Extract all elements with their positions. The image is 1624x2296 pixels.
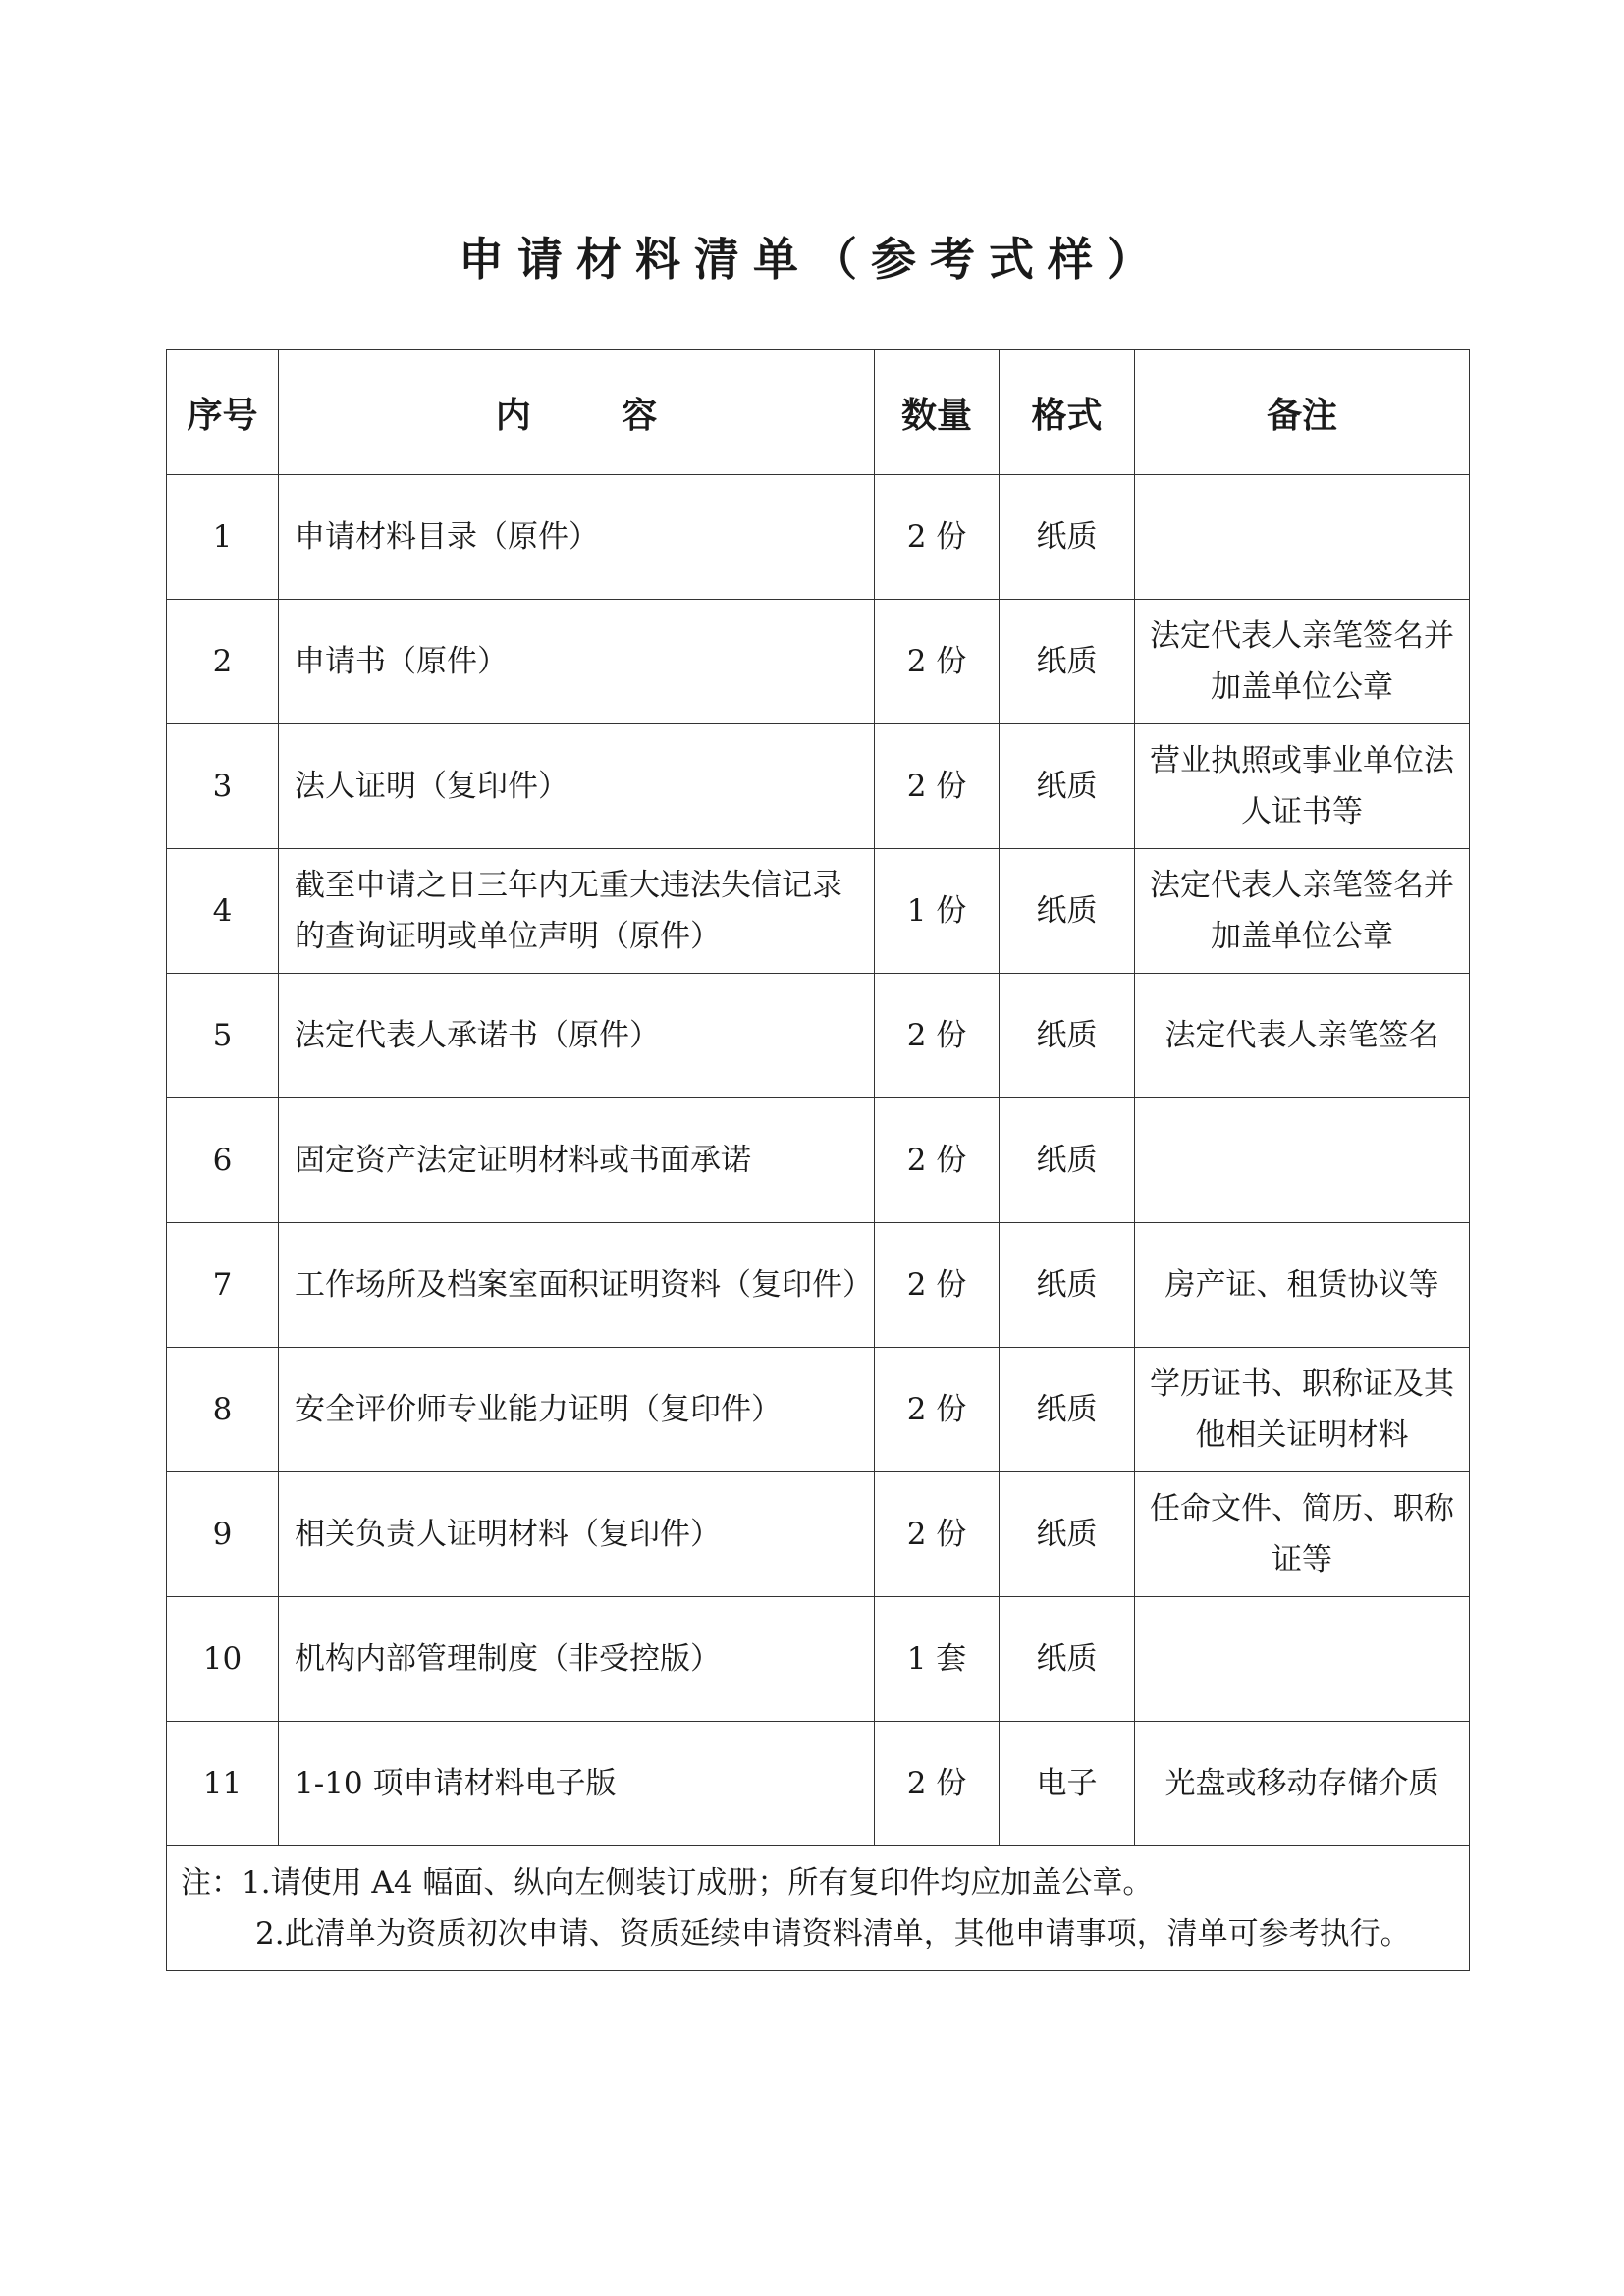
cell-content: 工作场所及档案室面积证明资料（复印件） — [279, 1223, 875, 1348]
cell-num: 10 — [167, 1597, 279, 1722]
cell-num: 7 — [167, 1223, 279, 1348]
cell-qty: 2 份 — [875, 724, 1000, 849]
footnote — [167, 1846, 1470, 1971]
cell-content: 机构内部管理制度（非受控版） — [279, 1597, 875, 1722]
cell-qty: 2 份 — [875, 475, 1000, 600]
cell-format: 纸质 — [1000, 1472, 1135, 1597]
cell-note: 房产证、租赁协议等 — [1135, 1223, 1470, 1348]
table-row — [167, 600, 1470, 724]
header-content: 内 容 — [279, 350, 875, 475]
cell-num: 8 — [167, 1348, 279, 1472]
cell-content: 1-10 项申请材料电子版 — [279, 1722, 875, 1846]
cell-qty: 2 份 — [875, 1472, 1000, 1597]
cell-format: 电子 — [1000, 1722, 1135, 1846]
cell-note: 法定代表人亲笔签名并加盖单位公章 — [1135, 600, 1470, 724]
cell-note — [1135, 1098, 1470, 1223]
cell-format: 纸质 — [1000, 475, 1135, 600]
cell-content: 固定资产法定证明材料或书面承诺 — [279, 1098, 875, 1223]
table-row — [167, 849, 1470, 974]
page-title: 申请材料清单（参考式样） — [459, 233, 1165, 286]
cell-note: 光盘或移动存储介质 — [1135, 1722, 1470, 1846]
cell-num: 9 — [167, 1472, 279, 1597]
cell-content: 法人证明（复印件） — [279, 724, 875, 849]
footnote-line-1: 注：1.请使用 A4 幅面、纵向左侧装订成册；所有复印件均应加盖公章。 — [181, 1865, 1154, 1900]
table-row — [167, 475, 1470, 600]
cell-content: 法定代表人承诺书（原件） — [279, 974, 875, 1098]
cell-num: 11 — [167, 1722, 279, 1846]
table-row — [167, 724, 1470, 849]
table-header-row — [167, 350, 1470, 475]
cell-format: 纸质 — [1000, 600, 1135, 724]
table-row — [167, 1223, 1470, 1348]
table-row — [167, 1098, 1470, 1223]
table-row — [167, 1472, 1470, 1597]
cell-num: 2 — [167, 600, 279, 724]
cell-format: 纸质 — [1000, 1597, 1135, 1722]
cell-qty: 2 份 — [875, 1722, 1000, 1846]
cell-qty: 2 份 — [875, 1348, 1000, 1472]
cell-num: 3 — [167, 724, 279, 849]
cell-note: 法定代表人亲笔签名并加盖单位公章 — [1135, 849, 1470, 974]
cell-format: 纸质 — [1000, 1348, 1135, 1472]
header-note: 备注 — [1135, 350, 1470, 475]
header-format: 格式 — [1000, 350, 1135, 475]
cell-note — [1135, 1597, 1470, 1722]
cell-note: 学历证书、职称证及其他相关证明材料 — [1135, 1348, 1470, 1472]
cell-qty: 2 份 — [875, 974, 1000, 1098]
cell-qty: 2 份 — [875, 1223, 1000, 1348]
cell-format: 纸质 — [1000, 974, 1135, 1098]
cell-content: 截至申请之日三年内无重大违法失信记录的查询证明或单位声明（原件） — [279, 849, 875, 974]
cell-qty: 1 套 — [875, 1597, 1000, 1722]
cell-note: 法定代表人亲笔签名 — [1135, 974, 1470, 1098]
table-row — [167, 974, 1470, 1098]
cell-note — [1135, 475, 1470, 600]
table-row — [167, 1348, 1470, 1472]
footnote-row — [167, 1846, 1470, 1971]
cell-content: 安全评价师专业能力证明（复印件） — [279, 1348, 875, 1472]
cell-note: 营业执照或事业单位法人证书等 — [1135, 724, 1470, 849]
cell-num: 6 — [167, 1098, 279, 1223]
cell-content: 相关负责人证明材料（复印件） — [279, 1472, 875, 1597]
cell-num: 5 — [167, 974, 279, 1098]
cell-num: 1 — [167, 475, 279, 600]
cell-format: 纸质 — [1000, 724, 1135, 849]
cell-num: 4 — [167, 849, 279, 974]
cell-content: 申请书（原件） — [279, 600, 875, 724]
footnote-line-2: 2.此清单为资质初次申请、资质延续申请资料清单，其他申请事项，清单可参考执行。 — [255, 1916, 1411, 1951]
header-qty: 数量 — [875, 350, 1000, 475]
table-row — [167, 1597, 1470, 1722]
cell-format: 纸质 — [1000, 1223, 1135, 1348]
cell-qty: 1 份 — [875, 849, 1000, 974]
cell-content: 申请材料目录（原件） — [279, 475, 875, 600]
cell-format: 纸质 — [1000, 1098, 1135, 1223]
header-num: 序号 — [167, 350, 279, 475]
cell-qty: 2 份 — [875, 600, 1000, 724]
cell-note: 任命文件、简历、职称证等 — [1135, 1472, 1470, 1597]
cell-format: 纸质 — [1000, 849, 1135, 974]
cell-qty: 2 份 — [875, 1098, 1000, 1223]
materials-table — [166, 349, 1470, 1971]
table-row — [167, 1722, 1470, 1846]
